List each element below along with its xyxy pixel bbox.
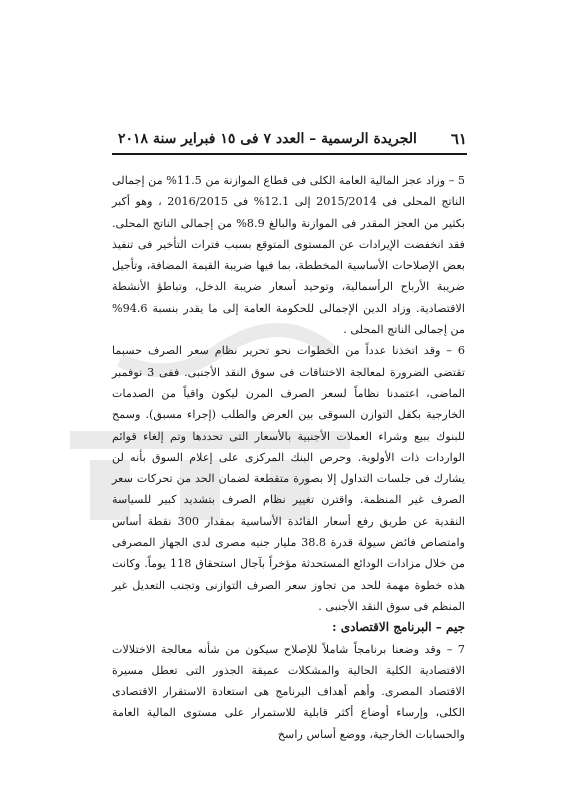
page-number: ٦١ <box>450 130 467 148</box>
paragraph-5: 5 – وزاد عجز المالية العامة الكلى فى قطاع الموازنة من 11.5% من إجمالى الناتج المحلى فى 2015/2014 إلى 12.1% فى 2016/2015 ، وهو أكبر بكثير من العجز المقدر فى الموازنة والبالغ 8.9% من إجمالى الناتج المحلى. فقد انخفضت الإيرادات عن المستوى المتوقع بسبب فترات التأخير فى تنفيذ بعض الإصلاحات الأساسية المخططة، بما فيها ضريبة القيمة المضافة، وتأجيل ضريبة الأرباح الرأسمالية، وتوحيد أسعار ضريبة الدخل، وتباطؤ الأنشطة الاقتصادية. وزاد الدين الإجمالى للحكومة العامة إلى ما يقدر بنسبة 94.6% من إجمالى الناتج المحلى . <box>111 174 465 337</box>
section-heading: جيم – البرنامج الاقتصادى : <box>332 620 465 635</box>
paragraph-6: 6 – وقد اتخذنا عدداً من الخطوات نحو تحرير نظام سعر الصرف حسبما تقتضى الضرورة لمعالجة الاختناقات فى سوق النقد الأجنبى. ففى 3 نوفمبر الماضى، اعتمدنا نظاماً لسعر الصرف المرن ليكون واقياً من الصدمات الخارجية بكفل التوازن السوقى بين العرض والطلب (إجراء مسبق). وسمح للبنوك ببيع وشراء العملات الأجنبية بالأسعار التى تحددها وتم إلغاء قوائم الواردات ذات الأولوية. وحرص البنك المركزى على إعلام السوق بأنه لن يشارك فى جلسات التداول إلا بصورة متقطعة لضمان الحد من تحركات سعر الصرف غير المنظمة. واقترن تغيير نظام الصرف بتشديد كبير للسياسة النقدية عن طريق رفع أسعار الفائدة الأساسية بمقدار 300 نقطة أساس وامتصاص فائض سيولة قدرة 38.8 مليار جنيه مصرى لدى الجهاز المصرفى من خلال مزادات الودائع المستحدثة مؤخراً بآجال استحقاق 118 يوماً. وكانت هذه خطوة مهمة للحد من تجاوز سعر الصرف التوازنى وتجنب التعديل غير المنظم فى سوق النقد الأجنبى . <box>112 344 466 613</box>
paragraph-7: 7 – وقد وضعنا برنامجاً شاملاً للإصلاح سيكون من شأنه معالجة الاختلالات الاقتصادية الكلية الحالية والمشكلات عميقة الجذور التى تعطل مسيرة الاقتصاد المصرى. وأهم أهداف البرنامج هى استعادة الاستقرار الاقتصادى الكلى، وإرساء أوضاع أكثر قابلية للاستمرار على مستوى المالية العامة والحسابات الخارجية، ووضع أساس راسخ <box>112 642 465 741</box>
gazette-title: الجريدة الرسمية – العدد ٧ فى ١٥ فبراير سنة ٢٠١٨ <box>118 131 417 147</box>
page-header <box>118 128 467 150</box>
header-rule <box>112 153 467 155</box>
document-body <box>112 170 465 745</box>
